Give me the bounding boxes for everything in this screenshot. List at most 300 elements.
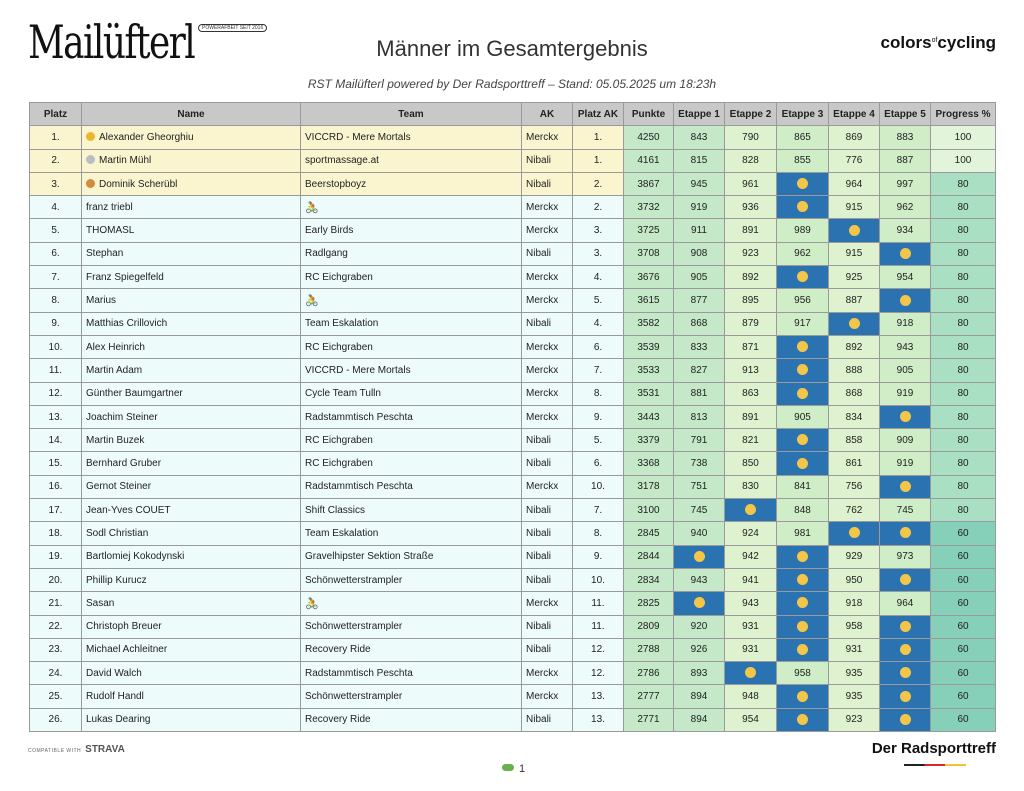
etappe-5-cell-text: 973	[896, 551, 914, 563]
sleepy-face-icon	[797, 574, 808, 585]
etappe-3-cell	[777, 359, 829, 382]
platz-cell-text: 1.	[51, 131, 60, 143]
platz-cell-text: 20.	[48, 574, 63, 586]
ak-cell-text: Nibali	[526, 248, 552, 260]
sleepy-face-icon	[797, 714, 808, 725]
sleepy-face-icon	[797, 178, 808, 189]
ak-cell-text: Merckx	[526, 131, 559, 143]
etappe-2-cell	[725, 149, 777, 172]
etappe-4-cell-text: 935	[845, 667, 863, 679]
platz-ak-cell-text: 1.	[593, 155, 603, 167]
name-cell	[82, 708, 301, 731]
progress-cell	[931, 149, 996, 172]
etappe-1-cell-text: 920	[690, 621, 708, 633]
etappe-2-cell-text: 821	[742, 434, 759, 446]
platz-ak-cell-text: 10.	[591, 574, 605, 586]
etappe-5-cell	[880, 545, 931, 568]
rider-name: Joachim Steiner	[86, 411, 158, 423]
platz-cell-text: 7.	[51, 271, 60, 283]
ak-cell-text: Nibali	[526, 318, 552, 330]
etappe-3-cell-text: 848	[794, 504, 811, 516]
punkte-cell-text: 2844	[637, 551, 660, 563]
ak-cell	[522, 126, 573, 149]
progress-cell-text: 80	[957, 411, 969, 423]
etappe-3-cell-text: 865	[794, 131, 811, 143]
progress-cell	[931, 499, 996, 522]
table-header-row	[30, 103, 996, 126]
etappe-1-cell-text: 911	[691, 225, 707, 237]
team-cell	[301, 126, 522, 149]
name-cell	[82, 522, 301, 545]
rider-name: Günther Baumgartner	[86, 388, 183, 400]
rider-name: THOMASL	[86, 225, 135, 237]
rider-name: Franz Spiegelfeld	[86, 271, 164, 283]
etappe-2-cell	[725, 405, 777, 428]
etappe-5-cell-text: 905	[896, 364, 914, 376]
ak-cell	[522, 289, 573, 312]
column-header: Progress %	[931, 103, 996, 126]
platz-cell	[30, 242, 82, 265]
platz-cell	[30, 452, 82, 475]
etappe-2-cell-text: 891	[742, 411, 759, 423]
progress-cell-text: 80	[957, 248, 969, 260]
etappe-4-cell	[829, 312, 880, 335]
etappe-4-cell	[829, 545, 880, 568]
ak-cell-text: Merckx	[526, 364, 559, 376]
etappe-4-cell	[829, 382, 880, 405]
punkte-cell	[624, 592, 674, 615]
etappe-4-cell	[829, 429, 880, 452]
progress-cell-text: 100	[954, 155, 972, 167]
progress-cell	[931, 172, 996, 195]
etappe-2-cell	[725, 662, 777, 685]
rider-name: Alexander Gheorghiu	[99, 131, 194, 143]
team-cell-text: RC Eichgraben	[305, 434, 373, 446]
platz-ak-cell-text: 7.	[593, 364, 603, 376]
etappe-5-cell	[880, 312, 931, 335]
sleepy-face-icon	[900, 644, 911, 655]
ak-cell-text: Nibali	[526, 434, 552, 446]
platz-cell	[30, 172, 82, 195]
etappe-2-cell-text: 871	[742, 341, 759, 353]
team-cell-text: Radlgang	[305, 248, 348, 260]
sleepy-face-icon	[797, 201, 808, 212]
progress-cell-text: 80	[957, 504, 969, 516]
punkte-cell-text: 3100	[637, 504, 660, 516]
punkte-cell	[624, 452, 674, 475]
platz-ak-cell-text: 6.	[593, 458, 603, 470]
platz-ak-cell	[573, 266, 624, 289]
team-cell-text: VICCRD - Mere Mortals	[305, 364, 411, 376]
etappe-2-cell-text: 790	[742, 131, 759, 143]
table-row	[30, 242, 996, 265]
etappe-4-cell	[829, 289, 880, 312]
etappe-1-cell	[674, 662, 725, 685]
platz-ak-cell-text: 3.	[593, 225, 603, 237]
name-cell	[82, 592, 301, 615]
etappe-1-cell-text: 945	[690, 178, 708, 190]
platz-cell	[30, 335, 82, 358]
etappe-2-cell-text: 948	[742, 691, 759, 703]
etappe-2-cell	[725, 475, 777, 498]
punkte-cell-text: 3725	[637, 225, 660, 237]
progress-cell-text: 100	[954, 131, 972, 143]
platz-ak-cell	[573, 568, 624, 591]
team-cell	[301, 289, 522, 312]
sleepy-face-icon	[900, 481, 911, 492]
etappe-4-cell-text: 892	[845, 341, 863, 353]
etappe-3-cell	[777, 242, 829, 265]
platz-cell	[30, 568, 82, 591]
etappe-4-cell-text: 776	[845, 155, 863, 167]
name-cell	[82, 359, 301, 382]
etappe-3-cell	[777, 708, 829, 731]
etappe-4-cell-text: 950	[845, 574, 863, 586]
progress-cell	[931, 382, 996, 405]
platz-cell	[30, 196, 82, 219]
platz-ak-cell-text: 13.	[591, 714, 605, 726]
progress-cell	[931, 615, 996, 638]
platz-cell-text: 13.	[48, 411, 63, 423]
name-cell	[82, 662, 301, 685]
etappe-4-cell-text: 861	[845, 458, 863, 470]
sleepy-face-icon	[797, 691, 808, 702]
name-cell	[82, 219, 301, 242]
etappe-2-cell-text: 879	[742, 318, 759, 330]
team-cell	[301, 312, 522, 335]
etappe-2-cell	[725, 126, 777, 149]
rider-name: Sasan	[86, 597, 115, 609]
etappe-1-cell-text: 827	[690, 364, 708, 376]
etappe-2-cell	[725, 685, 777, 708]
progress-cell-text: 60	[957, 714, 969, 726]
etappe-4-cell-text: 858	[845, 434, 863, 446]
etappe-2-cell	[725, 242, 777, 265]
team-cell-text: Early Birds	[305, 225, 354, 237]
sleepy-face-icon	[797, 271, 808, 282]
etappe-1-cell-text: 919	[690, 201, 708, 213]
punkte-cell-text: 3676	[637, 271, 660, 283]
team-cell	[301, 359, 522, 382]
column-header: AK	[522, 103, 573, 126]
etappe-5-cell-text: 943	[896, 341, 914, 353]
ak-cell	[522, 708, 573, 731]
punkte-cell-text: 2834	[637, 574, 660, 586]
etappe-1-cell	[674, 685, 725, 708]
etappe-4-cell	[829, 266, 880, 289]
etappe-4-cell	[829, 242, 880, 265]
etappe-5-cell	[880, 475, 931, 498]
punkte-cell	[624, 545, 674, 568]
etappe-2-cell	[725, 708, 777, 731]
ak-cell-text: Nibali	[526, 644, 552, 656]
etappe-1-cell	[674, 708, 725, 731]
rider-name: Christoph Breuer	[86, 621, 162, 633]
platz-cell-text: 8.	[51, 295, 60, 307]
etappe-3-cell	[777, 289, 829, 312]
etappe-4-cell-text: 918	[845, 597, 863, 609]
page-subtitle: RST Mailüfterl powered by Der Radsporttreff – Stand: 05.05.2025 um 18:23h	[307, 77, 717, 91]
progress-cell	[931, 475, 996, 498]
team-cell-text: Recovery Ride	[305, 644, 371, 656]
progress-cell	[931, 242, 996, 265]
etappe-1-cell	[674, 545, 725, 568]
table-row	[30, 335, 996, 358]
sleepy-face-icon	[694, 551, 705, 562]
column-header: Etappe 5	[880, 103, 931, 126]
etappe-4-cell-text: 964	[845, 178, 863, 190]
punkte-cell	[624, 172, 674, 195]
etappe-3-cell	[777, 545, 829, 568]
team-cell	[301, 196, 522, 219]
etappe-3-cell-text: 905	[794, 411, 811, 423]
punkte-cell	[624, 289, 674, 312]
etappe-3-cell	[777, 149, 829, 172]
etappe-1-cell	[674, 172, 725, 195]
rider-name: Dominik Scherübl	[99, 178, 178, 190]
table-row	[30, 289, 996, 312]
sleepy-face-icon	[900, 248, 911, 259]
platz-ak-cell	[573, 685, 624, 708]
table-row	[30, 499, 996, 522]
etappe-4-cell-text: 868	[845, 388, 863, 400]
punkte-cell	[624, 708, 674, 731]
rider-name: Alex Heinrich	[86, 341, 145, 353]
sleepy-face-icon	[694, 597, 705, 608]
etappe-1-cell-text: 868	[690, 318, 708, 330]
platz-ak-cell	[573, 522, 624, 545]
etappe-1-cell-text: 745	[690, 504, 708, 516]
platz-ak-cell-text: 1.	[593, 131, 603, 143]
etappe-1-cell-text: 894	[690, 714, 708, 726]
team-cell	[301, 335, 522, 358]
progress-cell-text: 60	[957, 527, 969, 539]
etappe-5-cell	[880, 266, 931, 289]
column-header: Etappe 2	[725, 103, 777, 126]
table-row	[30, 545, 996, 568]
rider-name: Matthias Crillovich	[86, 318, 168, 330]
etappe-5-cell	[880, 662, 931, 685]
etappe-5-cell	[880, 615, 931, 638]
etappe-4-cell	[829, 475, 880, 498]
team-cell	[301, 429, 522, 452]
ak-cell-text: Nibali	[526, 574, 552, 586]
etappe-5-cell-text: 962	[896, 201, 914, 213]
etappe-4-cell-text: 915	[845, 201, 863, 213]
etappe-2-cell-text: 942	[742, 551, 759, 563]
ak-cell-text: Nibali	[526, 178, 552, 190]
platz-cell	[30, 708, 82, 731]
progress-cell-text: 60	[957, 551, 969, 563]
table-row	[30, 662, 996, 685]
table-row	[30, 452, 996, 475]
etappe-1-cell-text: 833	[690, 341, 708, 353]
etappe-5-cell	[880, 499, 931, 522]
sleepy-face-icon	[797, 364, 808, 375]
sleepy-face-icon	[745, 504, 756, 515]
etappe-2-cell	[725, 522, 777, 545]
name-cell	[82, 615, 301, 638]
team-cell-text: RC Eichgraben	[305, 458, 373, 470]
etappe-2-cell	[725, 568, 777, 591]
etappe-4-cell	[829, 126, 880, 149]
column-header: Platz	[30, 103, 82, 126]
etappe-1-cell	[674, 452, 725, 475]
ak-cell	[522, 615, 573, 638]
table-row	[30, 615, 996, 638]
rider-name: Martin Adam	[86, 364, 143, 376]
etappe-1-cell-text: 815	[690, 155, 708, 167]
progress-cell	[931, 452, 996, 475]
progress-cell-text: 80	[957, 434, 969, 446]
punkte-cell	[624, 149, 674, 172]
rider-name: Martin Buzek	[86, 434, 145, 446]
platz-ak-cell	[573, 615, 624, 638]
table-row	[30, 196, 996, 219]
etappe-1-cell-text: 905	[690, 271, 708, 283]
punkte-cell	[624, 568, 674, 591]
punkte-cell-text: 3533	[637, 364, 660, 376]
team-cell	[301, 149, 522, 172]
etappe-1-cell-text: 813	[690, 411, 708, 423]
name-cell	[82, 452, 301, 475]
etappe-2-cell-text: 830	[742, 481, 759, 493]
sleepy-face-icon	[900, 527, 911, 538]
etappe-5-cell-text: 934	[896, 225, 914, 237]
etappe-1-cell	[674, 382, 725, 405]
punkte-cell	[624, 499, 674, 522]
etappe-1-cell	[674, 196, 725, 219]
punkte-cell-text: 3615	[637, 295, 660, 307]
table-row	[30, 219, 996, 242]
platz-cell-text: 9.	[51, 318, 60, 330]
table-row	[30, 568, 996, 591]
rider-name: Phillip Kurucz	[86, 574, 147, 586]
etappe-5-cell	[880, 522, 931, 545]
etappe-1-cell	[674, 405, 725, 428]
ak-cell-text: Merckx	[526, 295, 559, 307]
etappe-2-cell-text: 954	[742, 714, 759, 726]
sleepy-face-icon	[849, 527, 860, 538]
platz-cell-text: 15.	[48, 458, 63, 470]
platz-ak-cell-text: 7.	[593, 504, 603, 516]
platz-ak-cell	[573, 382, 624, 405]
ak-cell-text: Merckx	[526, 341, 559, 353]
page-indicator	[502, 763, 525, 775]
ak-cell-text: Merckx	[526, 411, 559, 423]
ak-cell	[522, 429, 573, 452]
etappe-4-cell-text: 915	[845, 248, 863, 260]
platz-cell-text: 17.	[48, 504, 63, 516]
table-row	[30, 382, 996, 405]
ak-cell	[522, 149, 573, 172]
punkte-cell	[624, 638, 674, 661]
ak-cell	[522, 219, 573, 242]
etappe-5-cell	[880, 126, 931, 149]
platz-ak-cell	[573, 359, 624, 382]
name-cell	[82, 429, 301, 452]
platz-cell	[30, 149, 82, 172]
platz-cell-text: 18.	[48, 527, 63, 539]
progress-cell	[931, 638, 996, 661]
etappe-4-cell-text: 869	[845, 131, 863, 143]
platz-cell-text: 11.	[48, 364, 63, 376]
platz-ak-cell	[573, 149, 624, 172]
colors-of-cycling-logo	[881, 33, 996, 53]
etappe-2-cell	[725, 452, 777, 475]
etappe-5-cell	[880, 452, 931, 475]
platz-cell	[30, 289, 82, 312]
punkte-cell	[624, 615, 674, 638]
etappe-3-cell	[777, 638, 829, 661]
punkte-cell	[624, 685, 674, 708]
progress-cell-text: 80	[957, 341, 969, 353]
etappe-2-cell	[725, 335, 777, 358]
etappe-1-cell	[674, 475, 725, 498]
etappe-5-cell	[880, 685, 931, 708]
etappe-1-cell-text: 738	[690, 458, 708, 470]
platz-ak-cell-text: 11.	[591, 621, 605, 633]
ak-cell	[522, 196, 573, 219]
etappe-2-cell-text: 931	[742, 621, 759, 633]
platz-cell-text: 4.	[51, 201, 60, 213]
punkte-cell-text: 2809	[637, 621, 660, 633]
team-cell	[301, 499, 522, 522]
ak-cell	[522, 522, 573, 545]
name-cell	[82, 172, 301, 195]
team-cell	[301, 568, 522, 591]
platz-cell-text: 24.	[48, 667, 63, 679]
punkte-cell-text: 3531	[637, 388, 660, 400]
etappe-2-cell	[725, 499, 777, 522]
progress-cell	[931, 405, 996, 428]
rider-name: Martin Mühl	[99, 155, 152, 167]
sleepy-face-icon	[900, 667, 911, 678]
etappe-2-cell-text: 961	[742, 178, 759, 190]
platz-cell	[30, 126, 82, 149]
progress-cell	[931, 266, 996, 289]
etappe-1-cell-text: 926	[690, 644, 708, 656]
logo-right-part-a: colors	[880, 33, 932, 52]
sleepy-face-icon	[797, 644, 808, 655]
progress-cell-text: 60	[957, 574, 969, 586]
name-cell	[82, 499, 301, 522]
platz-ak-cell	[573, 452, 624, 475]
punkte-cell	[624, 242, 674, 265]
table-row	[30, 126, 996, 149]
table-row	[30, 522, 996, 545]
etappe-2-cell	[725, 289, 777, 312]
progress-cell-text: 60	[957, 597, 969, 609]
etappe-4-cell	[829, 359, 880, 382]
progress-cell	[931, 685, 996, 708]
platz-cell	[30, 359, 82, 382]
etappe-4-cell	[829, 219, 880, 242]
etappe-4-cell	[829, 452, 880, 475]
etappe-2-cell	[725, 429, 777, 452]
etappe-4-cell	[829, 172, 880, 195]
etappe-2-cell	[725, 382, 777, 405]
silver-medal-icon	[86, 155, 95, 164]
name-cell	[82, 475, 301, 498]
sleepy-face-icon	[849, 225, 860, 236]
platz-ak-cell	[573, 335, 624, 358]
etappe-3-cell	[777, 452, 829, 475]
punkte-cell	[624, 312, 674, 335]
etappe-4-cell-text: 931	[845, 644, 863, 656]
etappe-2-cell	[725, 592, 777, 615]
etappe-4-cell	[829, 638, 880, 661]
